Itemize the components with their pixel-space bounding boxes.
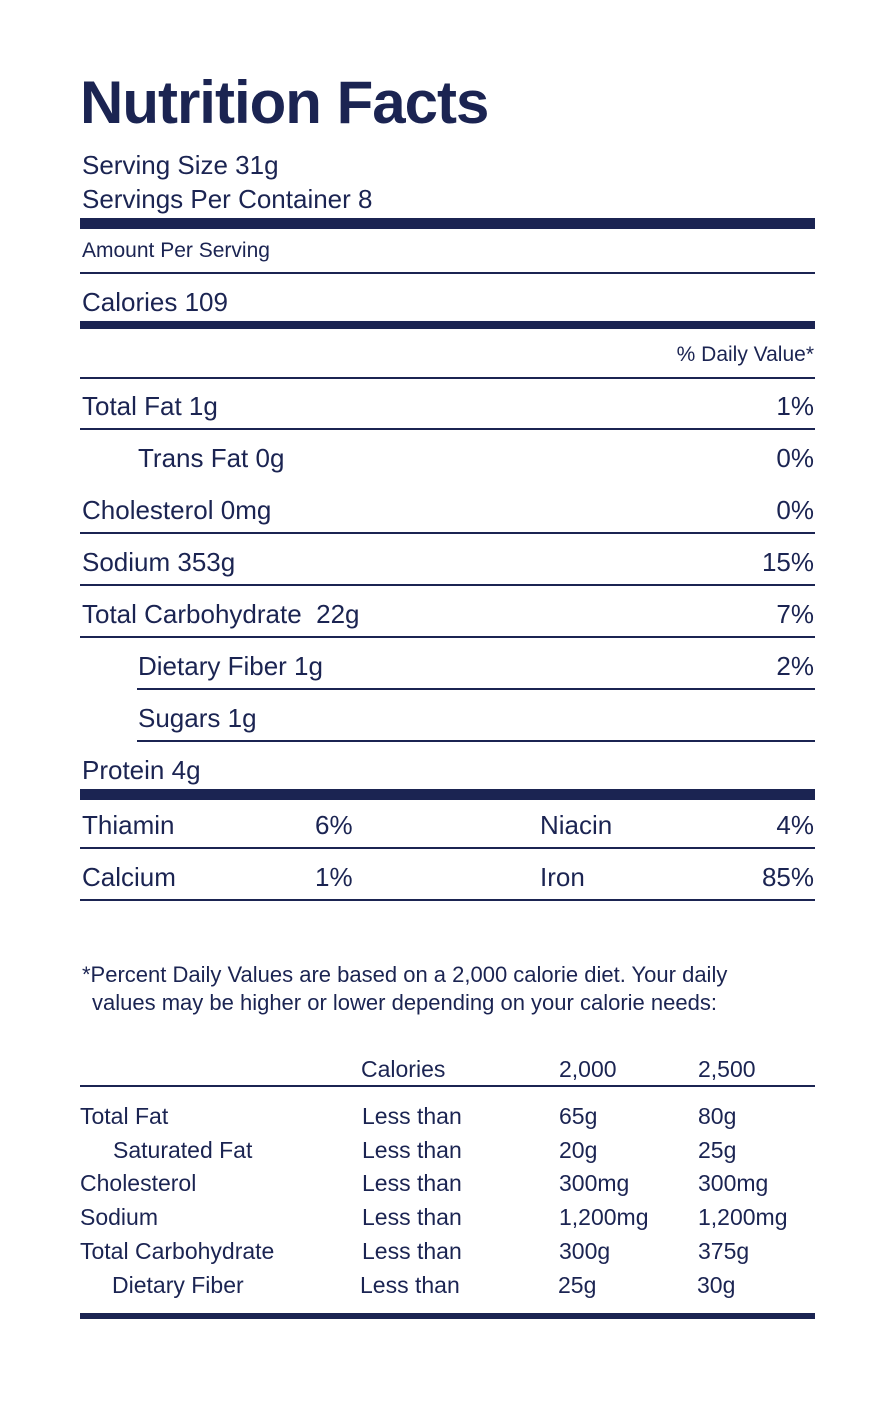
reference-qualifier: Less than xyxy=(362,1137,462,1163)
divider xyxy=(80,272,815,274)
reference-2000-value: 20g xyxy=(559,1137,598,1163)
reference-nutrient: Total Carbohydrate xyxy=(80,1238,275,1264)
reference-2000-value: 1,200mg xyxy=(559,1204,649,1230)
reference-2500-value: 1,200mg xyxy=(698,1204,788,1230)
nutrient-label-protein: Protein 4g xyxy=(82,755,201,785)
reference-qualifier: Less than xyxy=(362,1238,462,1264)
reference-header-calories: Calories xyxy=(361,1056,446,1082)
divider xyxy=(80,1085,815,1087)
reference-qualifier: Less than xyxy=(360,1272,460,1298)
divider-medium xyxy=(80,321,815,329)
nutrient-label-sugars: Sugars 1g xyxy=(138,703,257,733)
reference-2500-value: 300mg xyxy=(698,1170,769,1196)
divider xyxy=(80,899,815,901)
reference-2000-value: 25g xyxy=(558,1272,597,1298)
reference-2500-value: 80g xyxy=(698,1103,737,1129)
nutrient-label-total-fat: Total Fat 1g xyxy=(82,391,218,421)
footnote-line-2: values may be higher or lower depending on your calorie needs: xyxy=(92,990,717,1015)
reference-nutrient: Total Fat xyxy=(80,1103,169,1129)
footnote-line-1: *Percent Daily Values are based on a 2,000 calorie diet. Your daily xyxy=(82,962,728,987)
reference-qualifier: Less than xyxy=(362,1103,462,1129)
divider xyxy=(80,377,815,379)
label-title: Nutrition Facts xyxy=(80,69,489,136)
reference-header-2500: 2,500 xyxy=(698,1056,756,1082)
divider-indented xyxy=(137,688,815,690)
daily-value-header: % Daily Value* xyxy=(676,343,814,366)
divider-indented xyxy=(137,740,815,742)
divider xyxy=(80,428,815,430)
reference-2000-value: 300g xyxy=(559,1238,611,1264)
reference-nutrient: Saturated Fat xyxy=(113,1137,253,1163)
reference-qualifier: Less than xyxy=(362,1204,462,1230)
nutrient-dv-sodium: 15% xyxy=(761,547,814,577)
nutrient-label-dietary-fiber: Dietary Fiber 1g xyxy=(138,651,323,681)
vitamin-name: Iron xyxy=(540,862,585,892)
reference-2500-value: 375g xyxy=(698,1238,750,1264)
divider xyxy=(80,847,815,849)
divider-thick xyxy=(80,218,815,229)
nutrient-dv-cholesterol: 0% xyxy=(776,495,814,525)
reference-2500-value: 30g xyxy=(697,1272,736,1298)
vitamin-value: 85% xyxy=(761,862,814,892)
divider-bottom xyxy=(80,1313,815,1319)
vitamin-name: Niacin xyxy=(540,810,613,840)
divider xyxy=(80,584,815,586)
reference-nutrient: Dietary Fiber xyxy=(112,1272,244,1298)
nutrient-label-total-carbohydrate: Total Carbohydrate 22g xyxy=(82,599,360,629)
nutrient-label-sodium: Sodium 353g xyxy=(82,547,236,577)
vitamin-value: 1% xyxy=(315,862,353,892)
nutrient-dv-total-carbohydrate: 7% xyxy=(776,599,814,629)
nutrient-dv-dietary-fiber: 2% xyxy=(776,651,814,681)
reference-nutrient: Sodium xyxy=(80,1204,158,1230)
nutrient-dv-trans-fat: 0% xyxy=(776,443,814,473)
divider-thick xyxy=(80,789,815,800)
nutrient-label-trans-fat: Trans Fat 0g xyxy=(138,443,285,473)
reference-qualifier: Less than xyxy=(362,1170,462,1196)
vitamin-value: 4% xyxy=(776,810,814,840)
reference-2000-value: 65g xyxy=(559,1103,598,1129)
vitamin-name: Calcium xyxy=(82,862,176,892)
servings-per-container: Servings Per Container 8 xyxy=(82,184,373,214)
calories: Calories 109 xyxy=(82,287,228,317)
reference-2500-value: 25g xyxy=(698,1137,737,1163)
reference-2000-value: 300mg xyxy=(559,1170,630,1196)
vitamin-name: Thiamin xyxy=(82,810,175,840)
divider xyxy=(80,636,815,638)
serving-size: Serving Size 31g xyxy=(82,150,279,180)
reference-nutrient: Cholesterol xyxy=(80,1170,197,1196)
nutrient-dv-total-fat: 1% xyxy=(776,391,814,421)
reference-header-2000: 2,000 xyxy=(559,1056,617,1082)
nutrient-label-cholesterol: Cholesterol 0mg xyxy=(82,495,272,525)
vitamin-value: 6% xyxy=(315,810,353,840)
divider xyxy=(80,532,815,534)
amount-per-serving: Amount Per Serving xyxy=(82,239,270,262)
